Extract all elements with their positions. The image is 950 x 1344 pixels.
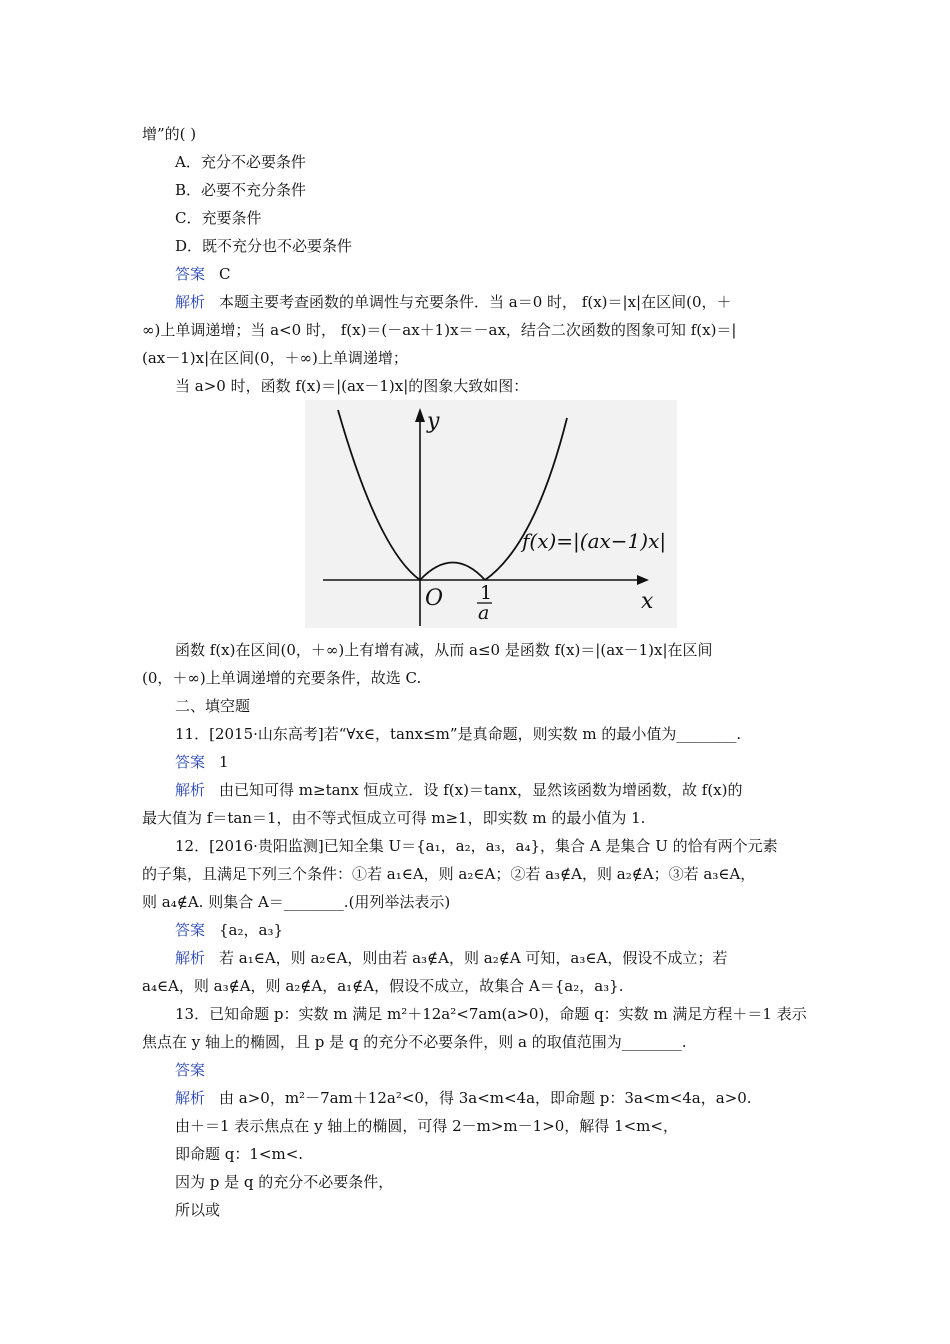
q13-analysis-line-5: 所以或 — [175, 1201, 221, 1219]
q10-analysis-line-2: ∞)上单调递增；当 a<0 时， f(x)＝(－ax＋1)x＝－ax，结合二次函数的图象可知 f(x)＝| — [142, 321, 737, 339]
q12-analysis-line-1 — [175, 948, 727, 968]
analysis-label: 解析 — [175, 1089, 206, 1107]
curve-label: f(x)=|(ax−1)x| — [522, 529, 667, 553]
function-graph-figure — [305, 400, 677, 628]
q10-option-c: C．充要条件 — [175, 209, 262, 227]
analysis-text: 若 a₁∈A，则 a₂∈A，则由若 a₃∉A，则 a₂∉A 可知，a₃∈A，假设不成立；若 — [219, 949, 728, 967]
analysis-text: 由已知可得 m≥tanx 恒成立．设 f(x)＝tanx，显然该函数为增函数，故 f(x)的 — [219, 781, 743, 799]
y-axis-label: y — [427, 409, 440, 434]
q10-option-b: B．必要不充分条件 — [175, 181, 307, 199]
q11-stem: 11．[2015·山东高考]若“∀x∈，tanx≤m”是真命题，则实数 m 的最小值为________. — [175, 725, 742, 743]
q10-conclusion-line-2: (0，＋∞)上单调递增的充要条件，故选 C. — [142, 669, 422, 687]
q10-answer — [175, 264, 231, 284]
answer-value: 1 — [219, 753, 229, 771]
q11-answer — [175, 752, 229, 772]
q12-analysis-line-2: a₄∈A，则 a₃∉A，则 a₂∉A，a₁∉A，假设不成立，故集合 A＝{a₂，a₃}. — [142, 977, 624, 995]
analysis-text: 由 a>0，m²－7am＋12a²<0，得 3a<m<4a，即命题 p：3a<m<4a，a>0. — [219, 1089, 752, 1107]
analysis-label: 解析 — [175, 293, 206, 311]
tick-numerator: 1 — [480, 582, 493, 604]
q10-stem-tail: 增”的( ) — [142, 125, 197, 143]
q13-stem-line-1: 13．已知命题 p：实数 m 满足 m²＋12a²<7am(a>0)，命题 q：实数 m 满足方程＋＝1 表示 — [175, 1005, 807, 1023]
q10-option-a: A．充分不必要条件 — [175, 153, 306, 171]
answer-label: 答案 — [175, 921, 206, 939]
x-axis-label: x — [641, 589, 654, 614]
answer-label: 答案 — [175, 265, 206, 283]
answer-value: {a₂，a₃} — [219, 921, 284, 939]
q10-option-d: D．既不充分也不必要条件 — [175, 237, 353, 255]
q13-analysis-line-3: 即命题 q：1<m<. — [175, 1145, 304, 1163]
q13-analysis-line-2: 由＋＝1 表示焦点在 y 轴上的椭圆，可得 2－m>m－1>0，解得 1<m<， — [175, 1117, 678, 1135]
q13-analysis-line-1 — [175, 1088, 752, 1108]
q13-stem-line-2: 焦点在 y 轴上的椭圆，且 p 是 q 的充分不必要条件，则 a 的取值范围为________. — [142, 1033, 687, 1051]
answer-value: C — [219, 265, 231, 283]
q12-stem-line-3: 则 a₄∉A. 则集合 A＝________.(用列举法表示) — [142, 893, 451, 911]
function-graph — [305, 400, 677, 628]
q10-conclusion-line-1: 函数 f(x)在区间(0，＋∞)上有增有减，从而 a≤0 是函数 f(x)＝|(ax－1)x|在区间 — [175, 641, 713, 659]
section-title: 二、填空题 — [175, 697, 251, 715]
analysis-label: 解析 — [175, 781, 206, 799]
q11-analysis-line-1 — [175, 780, 743, 800]
analysis-text: 本题主要考查函数的单调性与充要条件．当 a＝0 时， f(x)＝|x|在区间(0，＋ — [219, 293, 732, 311]
q13-analysis-line-4: 因为 p 是 q 的充分不必要条件， — [175, 1173, 394, 1191]
tick-denominator: a — [478, 602, 490, 624]
q12-stem-line-1: 12．[2016·贵阳监测]已知全集 U＝{a₁，a₂，a₃，a₄}，集合 A 是集合 U 的恰有两个元素 — [175, 837, 778, 855]
q11-analysis-line-2: 最大值为 f＝tan＝1，由不等式恒成立可得 m≥1，即实数 m 的最小值为 1. — [142, 809, 646, 827]
q13-answer-label: 答案 — [175, 1061, 206, 1079]
q10-analysis-line-1 — [175, 292, 732, 312]
answer-label: 答案 — [175, 753, 206, 771]
q12-stem-line-2: 的子集，且满足下列三个条件：①若 a₁∈A，则 a₂∈A；②若 a₃∉A，则 a₂∉A；③若 a₃∈A， — [142, 865, 756, 883]
q10-analysis-line-3: (ax－1)x|在区间(0，＋∞)上单调递增； — [142, 349, 408, 367]
analysis-label: 解析 — [175, 949, 206, 967]
q12-answer — [175, 920, 283, 940]
origin-label: O — [425, 586, 444, 611]
q10-analysis-line-4: 当 a>0 时，函数 f(x)＝|(ax－1)x|的图象大致如图： — [175, 377, 529, 395]
